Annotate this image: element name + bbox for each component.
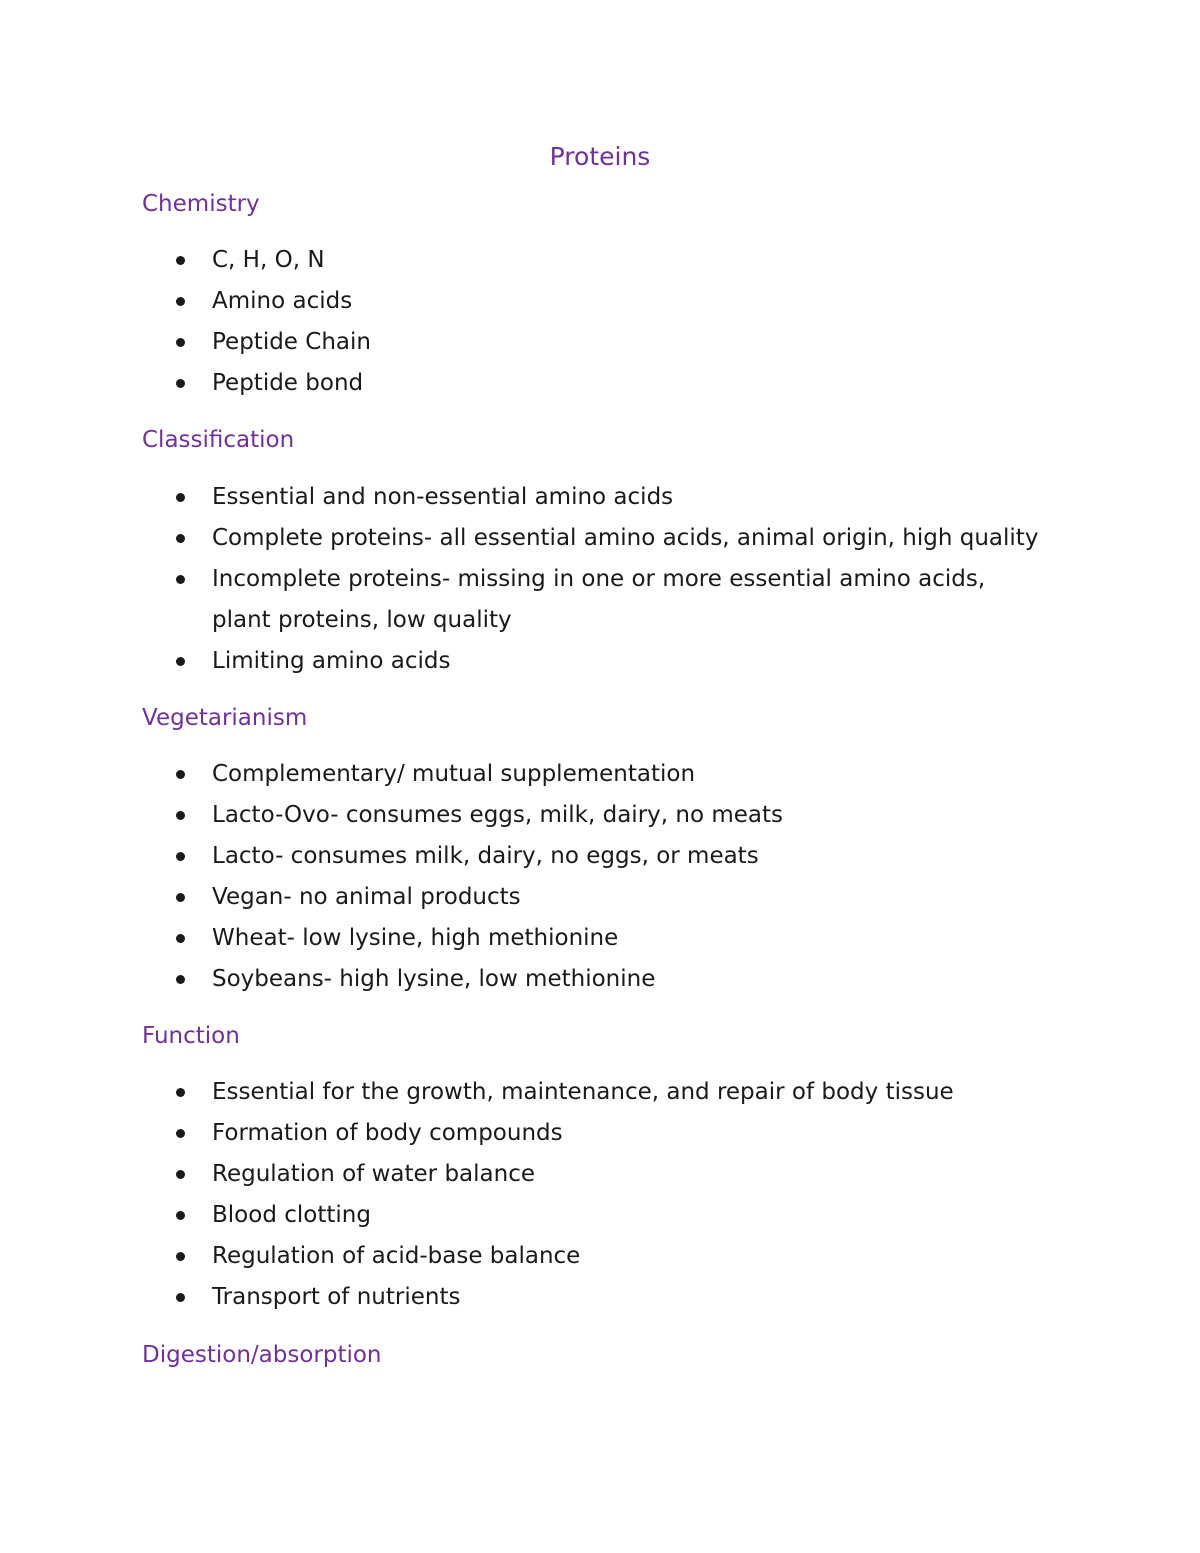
list-item-text: Peptide bond [212,370,364,396]
list-item [0,281,1200,322]
list-item [0,559,1200,641]
list-item [0,1195,1200,1236]
list-item [0,795,1200,836]
list-item-text: Regulation of acid-base balance [212,1243,581,1269]
list-item-text: Blood clotting [212,1202,371,1228]
list-item-text: Incomplete proteins- missing in one or more essential amino acids, plant proteins, low quality [212,566,986,633]
section-heading-vegetarianism: Vegetarianism [142,705,308,731]
bullet-icon [176,811,185,820]
bullet-icon [176,338,185,347]
bullet-icon [176,1293,185,1302]
bullet-icon [176,575,185,584]
bullet-icon [176,1170,185,1179]
list-item-text: Lacto-Ovo- consumes eggs, milk, dairy, no meats [212,802,784,828]
bullet-icon [176,770,185,779]
chemistry-list [0,240,1200,404]
vegetarianism-list [0,754,1200,1000]
list-item [0,1277,1200,1318]
list-item [0,836,1200,877]
bullet-icon [176,256,185,265]
list-item [0,363,1200,404]
bullet-icon [176,379,185,388]
bullet-icon [176,975,185,984]
list-item [0,641,1200,682]
list-item [0,477,1200,518]
list-item-text: Lacto- consumes milk, dairy, no eggs, or meats [212,843,759,869]
page-title: Proteins [549,142,651,171]
list-item-text: Limiting amino acids [212,648,451,674]
classification-list [0,477,1200,682]
list-item-text: Soybeans- high lysine, low methionine [212,966,656,992]
list-item-text: Complementary/ mutual supplementation [212,761,696,787]
list-item [0,959,1200,1000]
bullet-icon [176,297,185,306]
list-item-text: Peptide Chain [212,329,371,355]
section-heading-classification: Classification [142,427,295,453]
list-item [0,1113,1200,1154]
bullet-icon [176,657,185,666]
section-heading-function: Function [142,1023,240,1049]
list-item [0,918,1200,959]
list-item-text: Essential for the growth, maintenance, and repair of body tissue [212,1079,954,1105]
bullet-icon [176,1252,185,1261]
list-item [0,1236,1200,1277]
bullet-icon [176,534,185,543]
list-item [0,322,1200,363]
bullet-icon [176,852,185,861]
list-item-text: Amino acids [212,288,353,314]
bullet-icon [176,1129,185,1138]
list-item-text: Transport of nutrients [212,1284,461,1310]
list-item-text: Vegan- no animal products [212,884,521,910]
bullet-icon [176,493,185,502]
list-item [0,877,1200,918]
list-item-text: C, H, O, N [212,247,325,273]
list-item-text: Essential and non-essential amino acids [212,484,674,510]
list-item-text: Wheat- low lysine, high methionine [212,925,619,951]
list-item-text: Regulation of water balance [212,1161,535,1187]
list-item [0,754,1200,795]
function-list [0,1072,1200,1318]
list-item-text: Complete proteins- all essential amino acids, animal origin, high quality [212,525,1039,551]
list-item [0,1154,1200,1195]
list-item [0,240,1200,281]
list-item [0,1072,1200,1113]
section-heading-digestion-absorption: Digestion/absorption [142,1342,382,1368]
section-heading-chemistry: Chemistry [142,191,260,217]
bullet-icon [176,934,185,943]
bullet-icon [176,1211,185,1220]
bullet-icon [176,1088,185,1097]
list-item-text: Formation of body compounds [212,1120,563,1146]
bullet-icon [176,893,185,902]
list-item [0,518,1200,559]
